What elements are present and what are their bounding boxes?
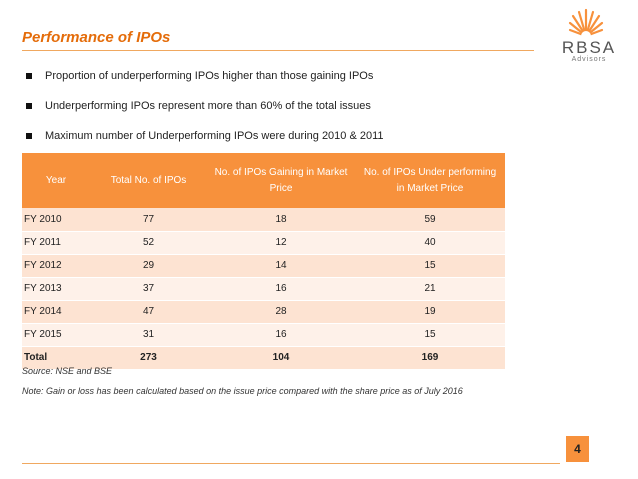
table-row [22,208,505,231]
bullet-text: Maximum number of Underperforming IPOs were during 2010 & 2011 [45,130,384,142]
bullet-text: Proportion of underperforming IPOs higher than those gaining IPOs [45,70,374,82]
rbsa-logo [540,6,632,64]
cell-year: FY 2012 [22,254,90,277]
cell-gaining: 12 [207,231,355,254]
source-note: Source: NSE and BSE [22,366,113,376]
footer-divider [22,463,560,464]
cell-gaining: 104 [207,346,355,369]
bullet-square-icon [26,73,32,79]
ipo-performance-table [22,153,505,370]
cell-gaining: 28 [207,300,355,323]
title-divider [22,50,534,51]
cell-gaining: 18 [207,208,355,231]
cell-year: FY 2010 [22,208,90,231]
sunburst-icon [568,6,604,40]
cell-year: FY 2013 [22,277,90,300]
cell-underperforming: 19 [355,300,505,323]
bullet-item [26,70,373,82]
cell-year: FY 2014 [22,300,90,323]
cell-total-label: Total [22,346,90,369]
bullet-text: Underperforming IPOs represent more than 60% of the total issues [45,100,371,112]
cell-total: 273 [90,346,207,369]
cell-gaining: 14 [207,254,355,277]
page-title: Performance of IPOs [22,29,171,46]
header-year: Year [22,153,90,208]
cell-gaining: 16 [207,277,355,300]
header-gaining-ipos: No. of IPOs Gaining in Market Price [207,153,355,208]
logo-subtext: Advisors [571,56,607,63]
methodology-note: Note: Gain or loss has been calculated based on the issue price compared with the share price as of July 2016 [22,386,463,396]
cell-total: 29 [90,254,207,277]
cell-total: 77 [90,208,207,231]
table-row [22,231,505,254]
cell-underperforming: 169 [355,346,505,369]
bullet-square-icon [26,103,32,109]
header-underperforming-ipos: No. of IPOs Under performing in Market Price [355,153,505,208]
table-row [22,300,505,323]
table-row [22,323,505,346]
cell-underperforming: 59 [355,208,505,231]
cell-year: FY 2015 [22,323,90,346]
logo-wordmark: RBSA [561,38,617,57]
table-row [22,277,505,300]
bullet-item [26,100,371,112]
table-header-row [22,153,505,208]
cell-underperforming: 40 [355,231,505,254]
table-row [22,254,505,277]
bullet-item [26,130,384,142]
cell-underperforming: 15 [355,323,505,346]
header-total-ipos: Total No. of IPOs [90,153,207,208]
cell-total: 37 [90,277,207,300]
cell-year: FY 2011 [22,231,90,254]
page-number-badge: 4 [566,436,589,462]
cell-total: 47 [90,300,207,323]
cell-underperforming: 15 [355,254,505,277]
bullet-square-icon [26,133,32,139]
cell-total: 31 [90,323,207,346]
cell-gaining: 16 [207,323,355,346]
cell-total: 52 [90,231,207,254]
cell-underperforming: 21 [355,277,505,300]
